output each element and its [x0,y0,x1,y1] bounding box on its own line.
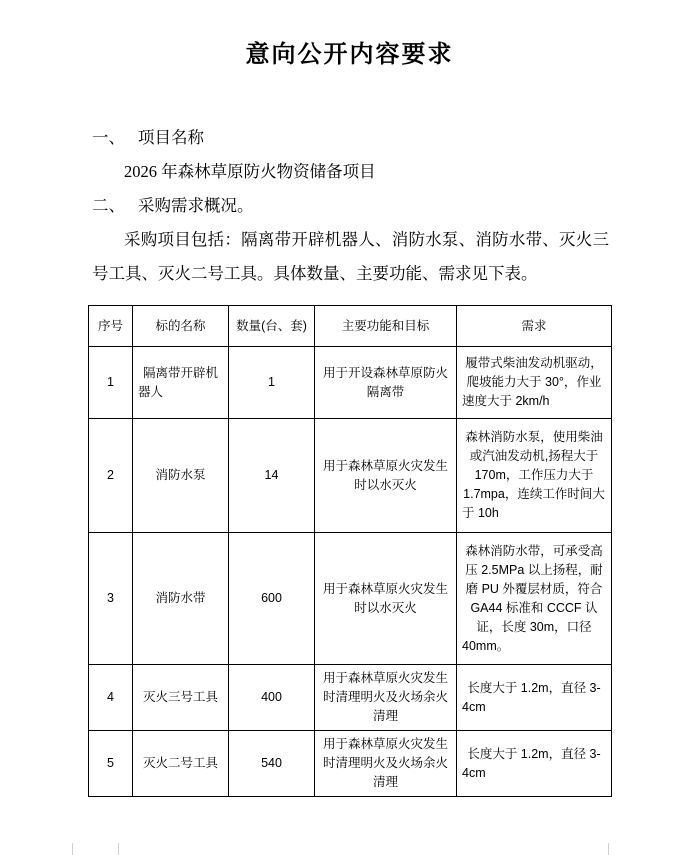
section-2-number: 二、 [92,196,125,215]
table-row [89,533,612,665]
table-header-no: 序号 [89,306,133,347]
document-body [0,121,699,291]
cell-req: 履带式柴油发动机驱动，爬坡能力大于 30°，作业速度大于 2km/h [457,347,612,419]
cell-qty: 400 [229,665,315,731]
table-header-row [89,306,612,347]
table-row [89,347,612,419]
edge-tick [608,843,609,855]
cell-qty: 540 [229,731,315,797]
cell-req: 森林消防水泵，使用柴油或汽油发动机,扬程大于 170m，工作压力大于 1.7mpa，连续工作时间大于 10h [457,419,612,533]
cell-func: 用于开设森林草原防火隔离带 [315,347,457,419]
cell-qty: 1 [229,347,315,419]
cell-name: 消防水带 [133,533,229,665]
table-header-req: 需求 [457,306,612,347]
table-row [89,665,612,731]
page-edge-marks [0,841,699,855]
cell-req: 森林消防水带，可承受高压 2.5MPa 以上扬程，耐磨 PU 外覆层材质，符合 GA44 标准和 CCCF 认证，长度 30m，口径 40mm。 [457,533,612,665]
cell-req: 长度大于 1.2m，直径 3-4cm [457,665,612,731]
cell-no: 3 [89,533,133,665]
section-2-content: 采购项目包括：隔离带开辟机器人、消防水泵、消防水带、灭火三号工具、灭火二号工具。具体数量、主要功能、需求见下表。 [92,230,609,283]
requirements-table [88,305,612,797]
document-page [0,34,699,855]
cell-no: 5 [89,731,133,797]
cell-req: 长度大于 1.2m，直径 3-4cm [457,731,612,797]
cell-no: 2 [89,419,133,533]
section-1-title: 项目名称 [138,128,204,147]
cell-func: 用于森林草原火灾发生时清理明火及火场余火清理 [315,665,457,731]
cell-qty: 14 [229,419,315,533]
cell-func: 用于森林草原火灾发生时以水灭火 [315,533,457,665]
edge-tick [118,843,119,855]
edge-tick [72,843,73,855]
table-row [89,731,612,797]
cell-qty: 600 [229,533,315,665]
cell-func: 用于森林草原火灾发生时以水灭火 [315,419,457,533]
cell-name: 灭火二号工具 [133,731,229,797]
section-2-heading [92,189,609,223]
table-row [89,419,612,533]
page-title: 意向公开内容要求 [245,41,454,68]
table-header-qty: 数量(台、套) [229,306,315,347]
cell-func: 用于森林草原火灾发生时清理明火及火场余火清理 [315,731,457,797]
section-1-content: 2026 年森林草原防火物资储备项目 [124,162,376,181]
table-header-func: 主要功能和目标 [315,306,457,347]
table-header-name: 标的名称 [133,306,229,347]
cell-no: 4 [89,665,133,731]
section-2-title: 采购需求概况。 [138,196,254,215]
cell-no: 1 [89,347,133,419]
cell-name: 灭火三号工具 [133,665,229,731]
section-1-heading [92,121,609,155]
cell-name: 消防水泵 [133,419,229,533]
cell-name: 隔离带开辟机器人 [133,347,229,419]
section-1-number: 一、 [92,128,125,147]
requirements-table-wrap [0,305,699,797]
